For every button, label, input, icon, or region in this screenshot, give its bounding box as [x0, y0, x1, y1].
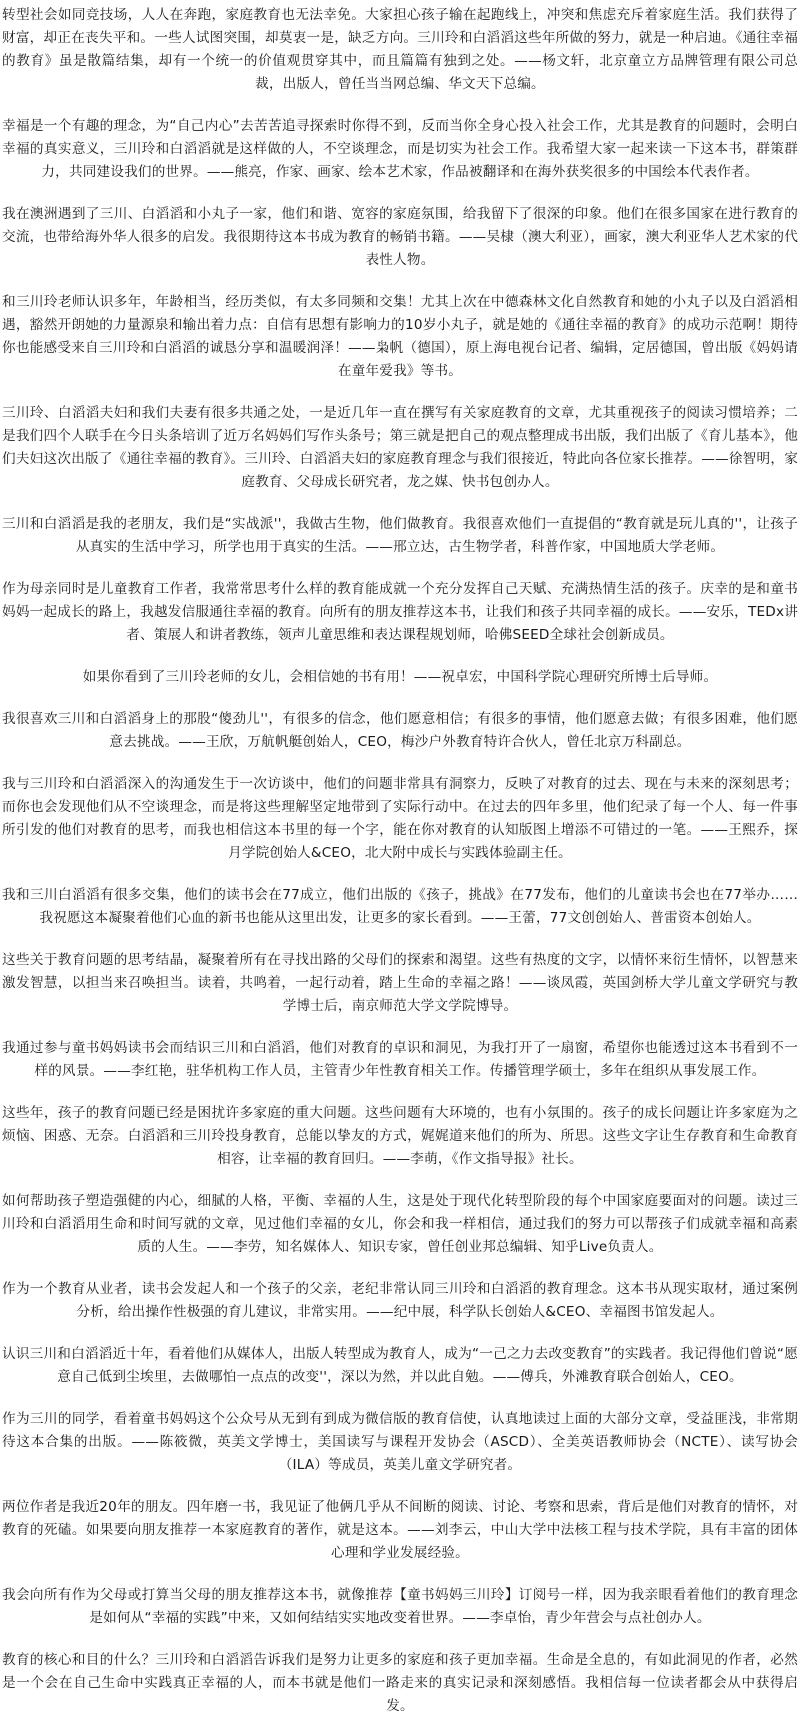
recommendation-paragraph: 我和三川白滔滔有很多交集，他们的读书会在77成立，他们出版的《孩子，挑战》在77发布，他们的儿童读书会也在77举办……我祝愿这本凝聚着他们心血的新书也能从这里出发，让更多的家长看到。——王蕾，77文创创始人、普雷资本创始人。: [2, 887, 798, 926]
recommendation-paragraph: 教育的核心和目的什么？三川玲和白滔滔告诉我们是努力让更多的家庭和孩子更加幸福。生命是全息的，有如此洞见的作者，必然是一个会在自己生命中实践真正幸福的人，而本书就是他们一路走来的真实记录和深刻感悟。我相信每一位读者都会从中获得启发。: [2, 1652, 798, 1714]
recommendation-paragraph: 转型社会如同竞技场，人人在奔跑，家庭教育也无法幸免。大家担心孩子输在起跑线上，冲突和焦虑充斥着家庭生活。我们获得了财富，却正在丧失平和。一些人试图突围，却莫衷一是，缺乏方向。三川玲和白滔滔这些年所做的努力，就是一种启迪。《通往幸福的教育》虽是散篇结集，却有一个统一的价值观贯穿其中，而且篇篇有独到之处。——杨文轩，北京童立方品牌管理有限公司总裁，出版人，曾任当当网总编、华文天下总编。: [2, 7, 798, 92]
recommendation-paragraph: 作为三川的同学，看着童书妈妈这个公众号从无到有到成为微信版的教育信使，认真地读过上面的大部分文章，受益匪浅，非常期待这本合集的出版。——陈筱微，英美文学博士，美国读写与课程开发协会（ASCD）、全美英语教师协会（NCTE）、读写协会（ILA）等成员，英美儿童文学研究者。: [2, 1411, 798, 1473]
recommendation-paragraph: 和三川玲老师认识多年，年龄相当，经历类似，有太多同频和交集！尤其上次在中德森林文化自然教育和她的小丸子以及白滔滔相遇，豁然开朗她的力量源泉和输出着力点：自信有思想有影响力的10岁小丸子，就是她的《通往幸福的教育》的成功示范啊！期待你也能感受来自三川玲和白滔滔的诚恳分享和温暖润泽！——枭帆（德国），原上海电视台记者、编辑，定居德国，曾出版《妈妈请在童年爱我》等书。: [2, 294, 798, 379]
recommendation-paragraph: 这些关于教育问题的思考结晶，凝聚着所有在寻找出路的父母们的探索和渴望。这些有热度的文字，以情怀来衍生情怀，以智慧来激发智慧，以担当来召唤担当。读着，共鸣着，一起行动着，踏上生命的幸福之路！——谈凤霞，英国剑桥大学儿童文学研究与教学博士后，南京师范大学文学院博导。: [2, 952, 798, 1014]
recommendation-paragraph: 两位作者是我近20年的朋友。四年磨一书，我见证了他俩几乎从不间断的阅读、讨论、考察和思索，背后是他们对教育的情怀，对教育的死磕。如果要向朋友推荐一本家庭教育的著作，就是这本。——刘李云，中山大学中法核工程与技术学院，具有丰富的团体心理和学业发展经验。: [2, 1499, 798, 1561]
recommendation-paragraph: 三川玲、白滔滔夫妇和我们夫妻有很多共通之处，一是近几年一直在撰写有关家庭教育的文章，尤其重视孩子的阅读习惯培养；二是我们四个人联手在今日头条培训了近万名妈妈们写作头条号；第三就是把自己的观点整理成书出版，我们出版了《育儿基本》，他们夫妇这次出版了《通往幸福的教育》。三川玲、白滔滔夫妇的家庭教育理念与我们很接近，特此向各位家长推荐。——徐智明，家庭教育、父母成长研究者，龙之媒、快书包创办人。: [2, 405, 798, 490]
recommendation-paragraph: 作为母亲同时是儿童教育工作者，我常常思考什么样的教育能成就一个充分发挥自己天赋、充满热情生活的孩子。庆幸的是和童书妈妈一起成长的路上，我越发信服通往幸福的教育。向所有的朋友推荐这本书，让我们和孩子共同幸福的成长。——安乐，TEDx讲者、策展人和讲者教练，领声儿童思维和表达课程规划师，哈佛SEED全球社会创新成员。: [2, 581, 798, 643]
recommendation-paragraph: 我通过参与童书妈妈读书会而结识三川和白滔滔，他们对教育的卓识和洞见，为我打开了一扇窗，希望你也能透过这本书看到不一样的风景。——李红艳，驻华机构工作人员，主管青少年性教育相关工作。传播管理学硕士，多年在组织从事发展工作。: [2, 1040, 798, 1079]
recommendation-paragraph: 我很喜欢三川和白滔滔身上的那股“傻劲儿''，有很多的信念，他们愿意相信；有很多的事情，他们愿意去做；有很多困难，他们愿意去挑战。——王欣，万航帆艇创始人，CEO，梅沙户外教育特许合伙人，曾任北京万科副总。: [2, 711, 798, 750]
recommendation-paragraph: 我会向所有作为父母或打算当父母的朋友推荐这本书，就像推荐【童书妈妈三川玲】订阅号一样，因为我亲眼看着他们的教育理念是如何从“幸福的实践”中来，又如何结结实实地改变着世界。——李卓怡，青少年营会与点社创办人。: [2, 1587, 798, 1626]
recommendation-paragraph: 我在澳洲遇到了三川、白滔滔和小丸子一家，他们和谐、宽容的家庭氛围，给我留下了很深的印象。他们在很多国家在进行教育的交流，也带给海外华人很多的启发。我很期待这本书成为教育的畅销书籍。——吴棣（澳大利亚），画家，澳大利亚华人艺术家的代表性人物。: [2, 206, 798, 268]
recommendation-paragraph: 认识三川和白滔滔近十年，看着他们从媒体人，出版人转型成为教育人，成为“一己之力去改变教育”的实践者。我记得他们曾说“愿意自己低到尘埃里，去做哪怕一点点的改变''，深以为然，并以此自勉。——傅兵，外滩教育联合创始人，CEO。: [2, 1346, 798, 1385]
recommendation-paragraph: 如何帮助孩子塑造强健的内心，细腻的人格，平衡、幸福的人生，这是处于现代化转型阶段的每个中国家庭要面对的问题。读过三川玲和白滔滔用生命和时间写就的文章，见过他们幸福的女儿，你会和我一样相信，通过我们的努力可以帮孩子们成就幸福和高素质的人生。——李劳，知名媒体人、知识专家，曾任创业邦总编辑、知乎Live负责人。: [2, 1193, 798, 1255]
recommendation-paragraph: 这些年，孩子的教育问题已经是困扰许多家庭的重大问题。这些问题有大环境的，也有小氛围的。孩子的成长问题让许多家庭为之烦恼、困惑、无奈。白滔滔和三川玲投身教育，总能以挚友的方式，娓娓道来他们的所为、所思。这些文字让生存教育和生命教育相容，让幸福的教育回归。——李萌，《作文指导报》社长。: [2, 1105, 798, 1167]
recommendation-paragraph: 幸福是一个有趣的理念，为“自己内心”去苦苦追寻探索时你得不到，反而当你全身心投入社会工作，尤其是教育的问题时，会明白幸福的真实意义，三川玲和白滔滔就是这样做的人，不空谈理念，而是切实为社会工作。我希望大家一起来读一下这本书，群策群力，共同建设我们的世界。——熊亮，作家、画家、绘本艺术家，作品被翻译和在海外获奖很多的中国绘本代表作者。: [2, 118, 798, 180]
recommendation-paragraph: 我与三川玲和白滔滔深入的沟通发生于一次访谈中，他们的问题非常具有洞察力，反映了对教育的过去、现在与未来的深刻思考；而你也会发现他们从不空谈理念，而是将这些理解坚定地带到了实际行动中。在过去的四年多里，他们纪录了每一个人、每一件事所引发的他们对教育的思考，而我也相信这本书里的每一个字，能在你对教育的认知版图上增添不可错过的一笔。——王熙乔，探月学院创始人&CEO，北大附中成长与实践体验副主任。: [2, 776, 798, 861]
recommendation-paragraph: 三川和白滔滔是我的老朋友，我们是“实战派''，我做古生物，他们做教育。我很喜欢他们一直提倡的“教育就是玩儿真的''，让孩子从真实的生活中学习，所学也用于真实的生活。——邢立达，古生物学者，科普作家，中国地质大学老师。: [2, 516, 798, 555]
recommendation-paragraph: 如果你看到了三川玲老师的女儿，会相信她的书有用！——祝卓宏，中国科学院心理研究所博士后导师。: [82, 669, 718, 685]
recommendation-paragraph: 作为一个教育从业者，读书会发起人和一个孩子的父亲，老纪非常认同三川玲和白滔滔的教育理念。这本书从现实取材，通过案例分析，给出操作性极强的育儿建议，非常实用。——纪中展，科学队长创始人&CEO、幸福图书馆发起人。: [2, 1281, 798, 1320]
recommendation-document: [0, 4, 800, 1714]
